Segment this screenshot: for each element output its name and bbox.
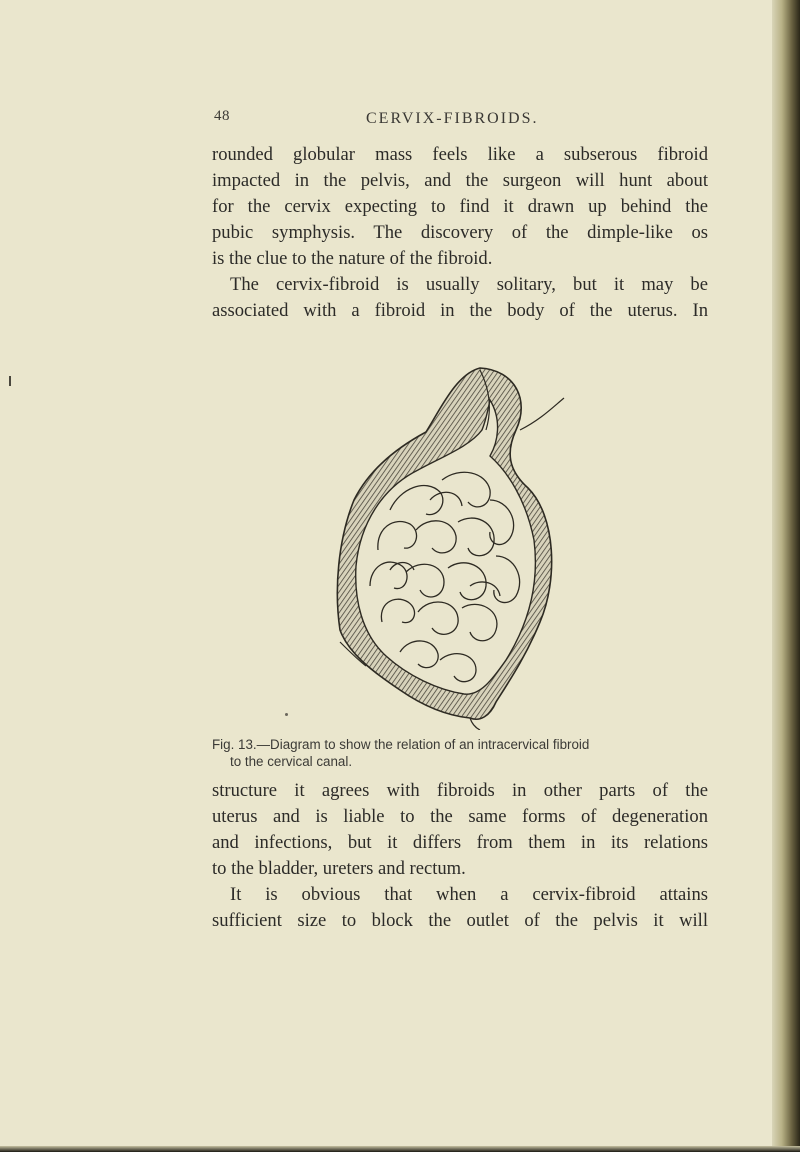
page-edge-shadow bbox=[772, 0, 800, 1152]
text-line: is the clue to the nature of the fibroid. bbox=[212, 248, 493, 269]
text-line: pubic symphysis. The discovery of the dimple-like os bbox=[212, 222, 708, 243]
caption-line: to the cervical canal. bbox=[230, 754, 353, 769]
fibroid-diagram-icon bbox=[330, 360, 570, 730]
text-line: and infections, but it differs from them in its relations bbox=[212, 832, 708, 853]
page-bottom-edge bbox=[0, 1146, 800, 1152]
text-line: sufficient size to block the outlet of the pelvis it will bbox=[212, 910, 708, 931]
text-line: The cervix-fibroid is usually solitary, but it may be bbox=[230, 274, 708, 295]
text-line: for the cervix expecting to find it drawn up behind the bbox=[212, 196, 708, 217]
text-line: impacted in the pelvis, and the surgeon will hunt about bbox=[212, 170, 708, 191]
margin-mark bbox=[9, 376, 11, 386]
running-head: CERVIX-FIBROIDS. bbox=[366, 110, 539, 127]
body-text-bottom bbox=[212, 778, 708, 934]
figure-caption bbox=[212, 736, 708, 770]
page-number: 48 bbox=[214, 108, 230, 124]
text-line: associated with a fibroid in the body of the uterus. In bbox=[212, 300, 708, 321]
caption-line: Fig. 13.—Diagram to show the relation of an intracervical fibroid bbox=[212, 737, 590, 752]
text-line: structure it agrees with fibroids in other parts of the bbox=[212, 780, 708, 801]
page-header bbox=[214, 108, 714, 132]
text-line: uterus and is liable to the same forms of degeneration bbox=[212, 806, 708, 827]
text-line: to the bladder, ureters and rectum. bbox=[212, 858, 466, 879]
body-text-top bbox=[212, 142, 708, 324]
text-line: It is obvious that when a cervix-fibroid attains bbox=[230, 884, 708, 905]
stray-mark bbox=[285, 713, 288, 716]
text-line: rounded globular mass feels like a subserous fibroid bbox=[212, 144, 708, 165]
